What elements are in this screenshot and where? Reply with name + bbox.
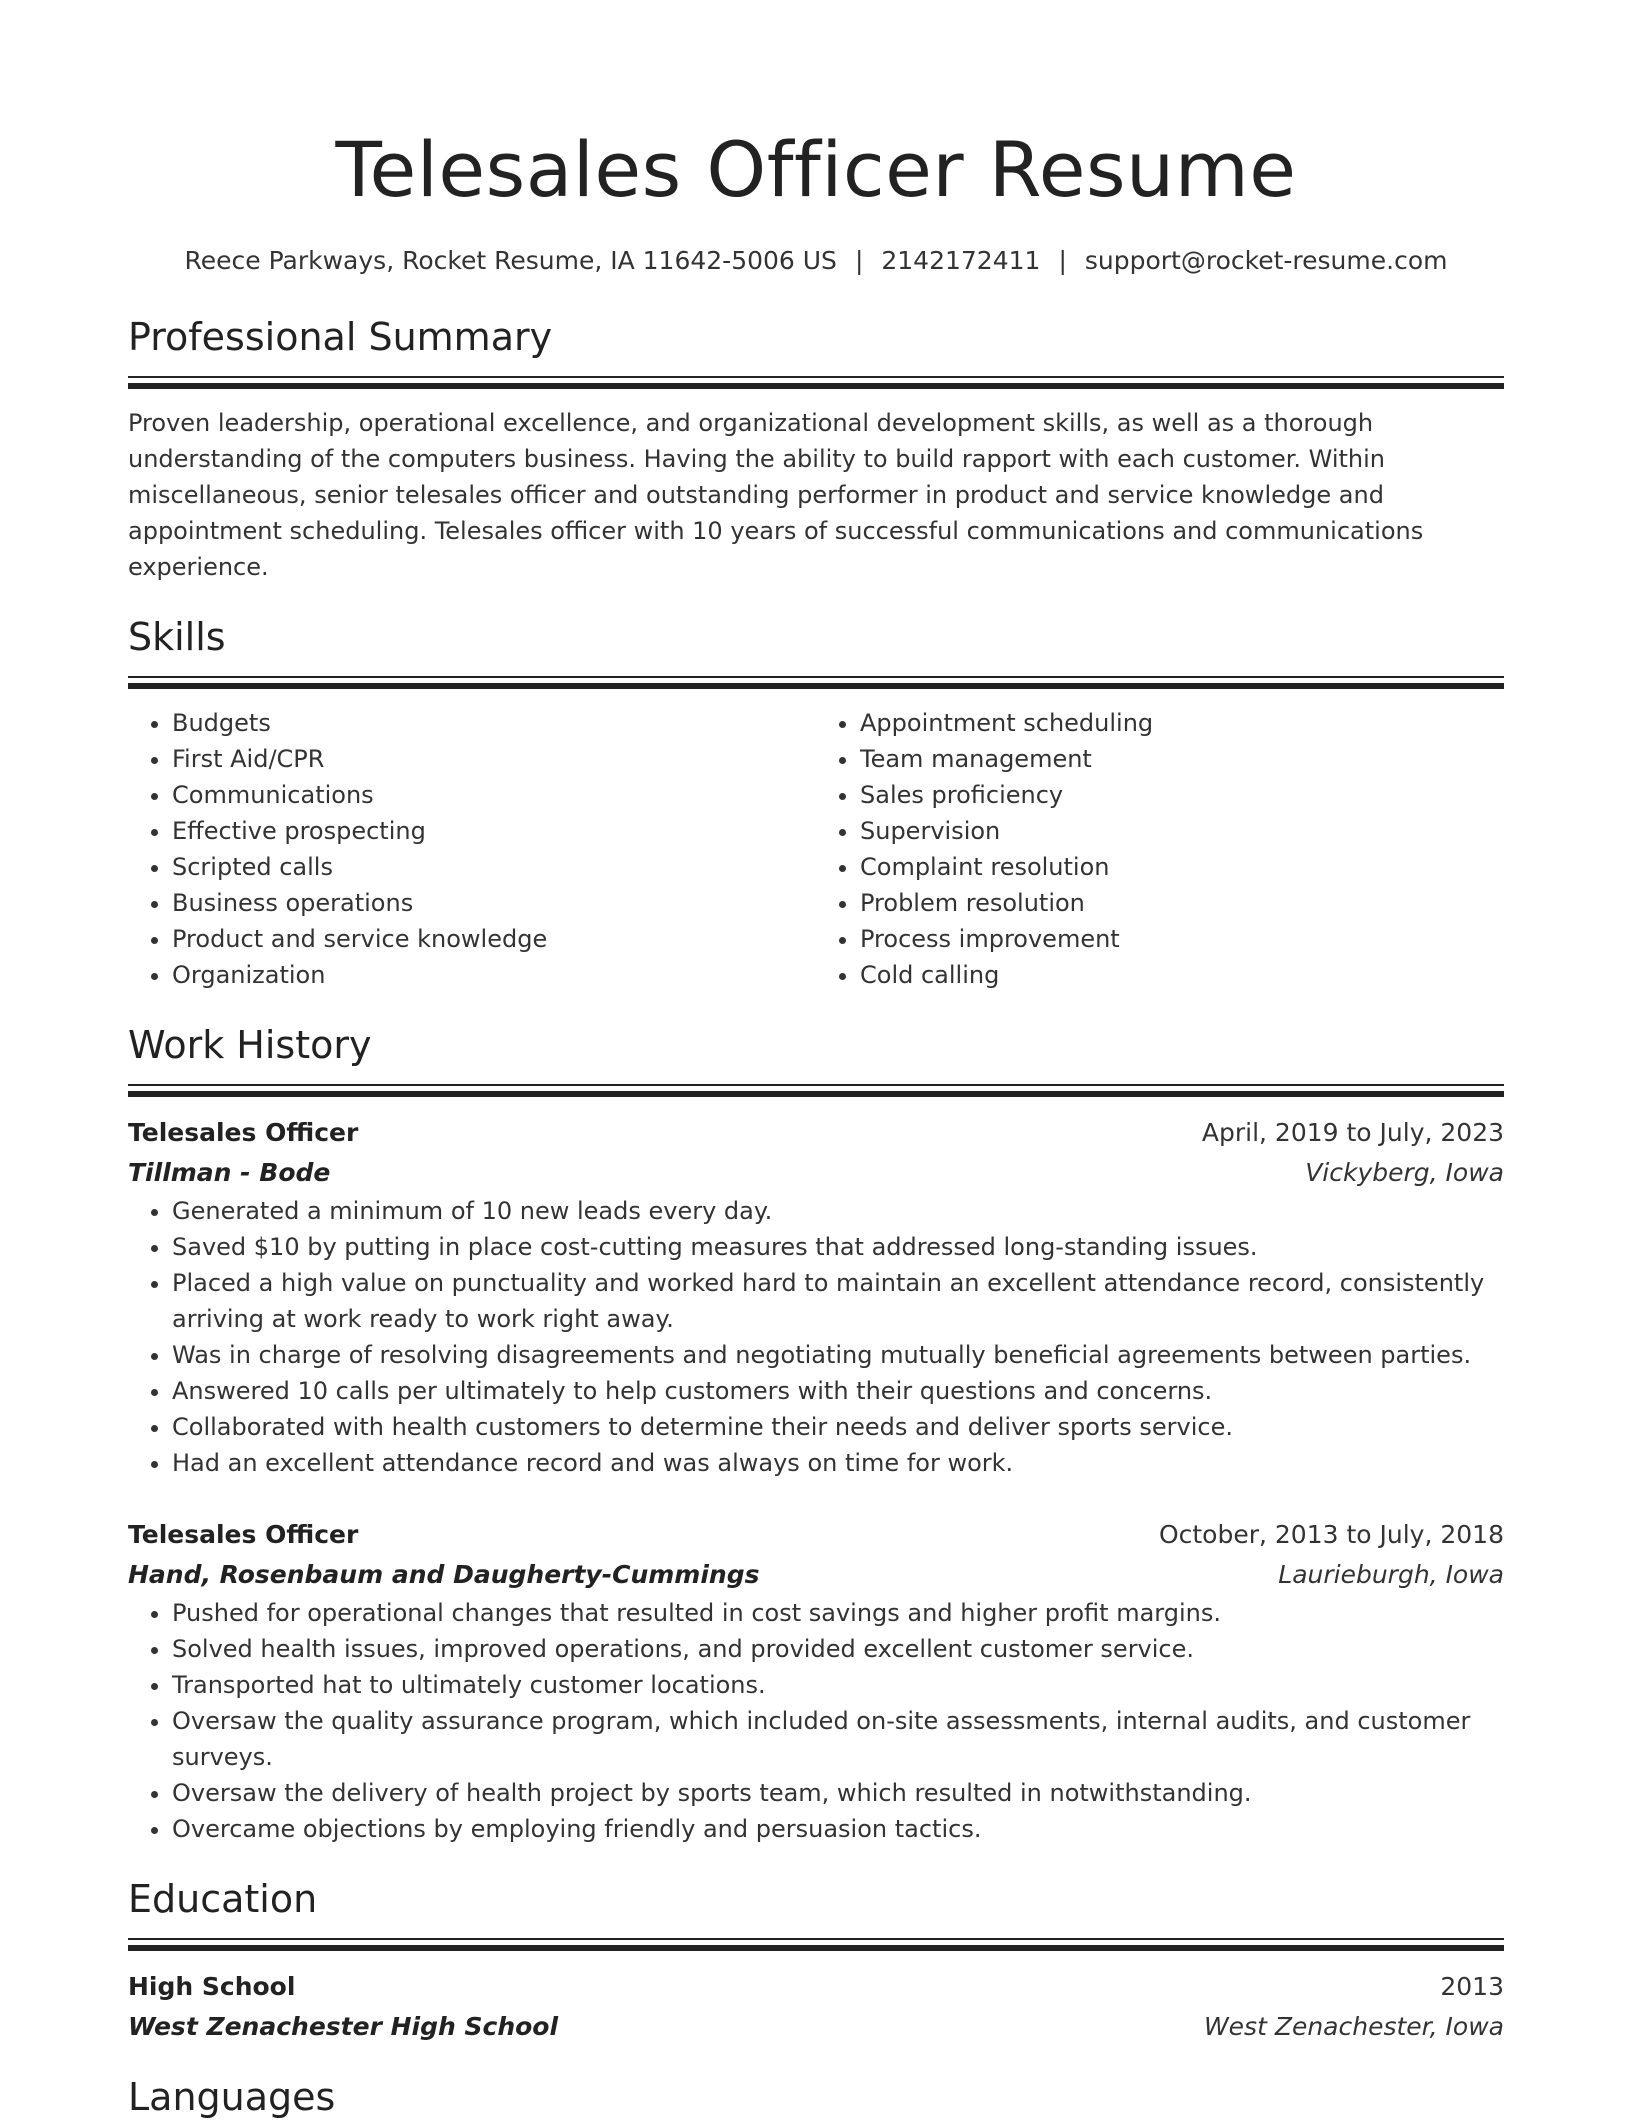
skill-item: • Budgets xyxy=(172,705,816,741)
job-bullet: • Saved $10 by putting in place cost-cutting measures that addressed long-standing issues. xyxy=(172,1229,1504,1265)
job-bullet: • Oversaw the delivery of health project by sports team, which resulted in notwithstanding. xyxy=(172,1775,1504,1811)
education-location: West Zenachester, Iowa xyxy=(1203,2012,1504,2041)
education-school-row xyxy=(128,2007,1504,2047)
section-title-summary: Professional Summary xyxy=(128,315,553,359)
contact-separator: | xyxy=(1058,246,1067,275)
section-divider xyxy=(128,376,1504,389)
job-title: Telesales Officer xyxy=(128,1520,359,1549)
contact-email: support@rocket-resume.com xyxy=(1084,246,1448,275)
skills-section xyxy=(128,611,1504,993)
section-title-languages: Languages xyxy=(128,2075,336,2119)
work-history-section xyxy=(128,1019,1504,1847)
job-company: Tillman - Bode xyxy=(128,1158,331,1187)
job-bullet: • Collaborated with health customers to determine their needs and deliver sports service. xyxy=(172,1409,1504,1445)
summary-section xyxy=(128,311,1504,585)
skill-item: • Scripted calls xyxy=(172,849,816,885)
job-bullets xyxy=(128,1193,1504,1481)
skill-item: • Supervision xyxy=(860,813,1504,849)
job-bullet: • Answered 10 calls per ultimately to help customers with their questions and concerns. xyxy=(172,1373,1504,1409)
contact-line xyxy=(128,243,1504,279)
job-header-row xyxy=(128,1113,1504,1153)
section-divider xyxy=(128,1084,1504,1097)
skill-item: • Team management xyxy=(860,741,1504,777)
job-company-row xyxy=(128,1153,1504,1193)
skill-item: • Problem resolution xyxy=(860,885,1504,921)
job-bullets xyxy=(128,1595,1504,1847)
skill-item: • First Aid/CPR xyxy=(172,741,816,777)
section-title-work-history: Work History xyxy=(128,1023,372,1067)
skill-item: • Business operations xyxy=(172,885,816,921)
job-bullet: • Transported hat to ultimately customer locations. xyxy=(172,1667,1504,1703)
section-title-skills: Skills xyxy=(128,615,226,659)
section-divider xyxy=(128,676,1504,689)
skill-item: • Cold calling xyxy=(860,957,1504,993)
skill-item: • Communications xyxy=(172,777,816,813)
skill-item: • Appointment scheduling xyxy=(860,705,1504,741)
education-year: 2013 xyxy=(1440,1972,1504,2001)
education-section xyxy=(128,1873,1504,2047)
job-dates: April, 2019 to July, 2023 xyxy=(1201,1118,1504,1147)
job-dates: October, 2013 to July, 2018 xyxy=(1158,1520,1504,1549)
skill-item: • Sales proficiency xyxy=(860,777,1504,813)
resume-title: Telesales Officer Resume xyxy=(335,125,1297,214)
job-location: Laurieburgh, Iowa xyxy=(1278,1560,1504,1589)
job-company: Hand, Rosenbaum and Daugherty-Cummings xyxy=(128,1560,760,1589)
skill-item: • Effective prospecting xyxy=(172,813,816,849)
contact-address: Reece Parkways, Rocket Resume, IA 11642-5006 US xyxy=(184,246,837,275)
job-bullet: • Placed a high value on punctuality and worked hard to maintain an excellent attendance record, consistently arriving at work ready to work right away. xyxy=(172,1265,1504,1337)
skills-left-column xyxy=(128,705,816,993)
job-company-row xyxy=(128,1555,1504,1595)
job-entry xyxy=(128,1113,1504,1481)
skill-item: • Product and service knowledge xyxy=(172,921,816,957)
job-location: Vickyberg, Iowa xyxy=(1305,1158,1504,1187)
job-bullet: • Was in charge of resolving disagreements and negotiating mutually beneficial agreements between parties. xyxy=(172,1337,1504,1373)
education-header-row xyxy=(128,1967,1504,2007)
skill-item: • Complaint resolution xyxy=(860,849,1504,885)
job-bullet: • Oversaw the quality assurance program, which included on-site assessments, internal audits, and customer surveys. xyxy=(172,1703,1504,1775)
summary-text: Proven leadership, operational excellence, and organizational development skills, as well as a thorough understanding of the computers business. Having the ability to build rapport with each customer. Within miscellaneous, senior telesales officer and outstanding performer in product and service knowledge and appointment scheduling. Telesales officer with 10 years of successful communications and communications experience. xyxy=(128,409,1424,581)
job-bullet: • Pushed for operational changes that resulted in cost savings and higher profit margins. xyxy=(172,1595,1504,1631)
skills-columns xyxy=(128,705,1504,993)
section-title-education: Education xyxy=(128,1877,318,1921)
skills-right-column xyxy=(816,705,1504,993)
job-bullet: • Solved health issues, improved operations, and provided excellent customer service. xyxy=(172,1631,1504,1667)
contact-separator: | xyxy=(854,246,864,275)
skill-item: • Process improvement xyxy=(860,921,1504,957)
job-bullet: • Overcame objections by employing friendly and persuasion tactics. xyxy=(172,1811,1504,1847)
education-school: West Zenachester High School xyxy=(128,2012,559,2041)
job-entry xyxy=(128,1515,1504,1847)
skill-item: • Organization xyxy=(172,957,816,993)
education-degree: High School xyxy=(128,1972,296,2001)
contact-phone: 2142172411 xyxy=(881,246,1041,275)
job-bullet: • Had an excellent attendance record and was always on time for work. xyxy=(172,1445,1504,1481)
job-title: Telesales Officer xyxy=(128,1118,359,1147)
job-bullet: • Generated a minimum of 10 new leads every day. xyxy=(172,1193,1504,1229)
languages-section xyxy=(128,2071,1504,2123)
section-divider xyxy=(128,1938,1504,1951)
job-header-row xyxy=(128,1515,1504,1555)
